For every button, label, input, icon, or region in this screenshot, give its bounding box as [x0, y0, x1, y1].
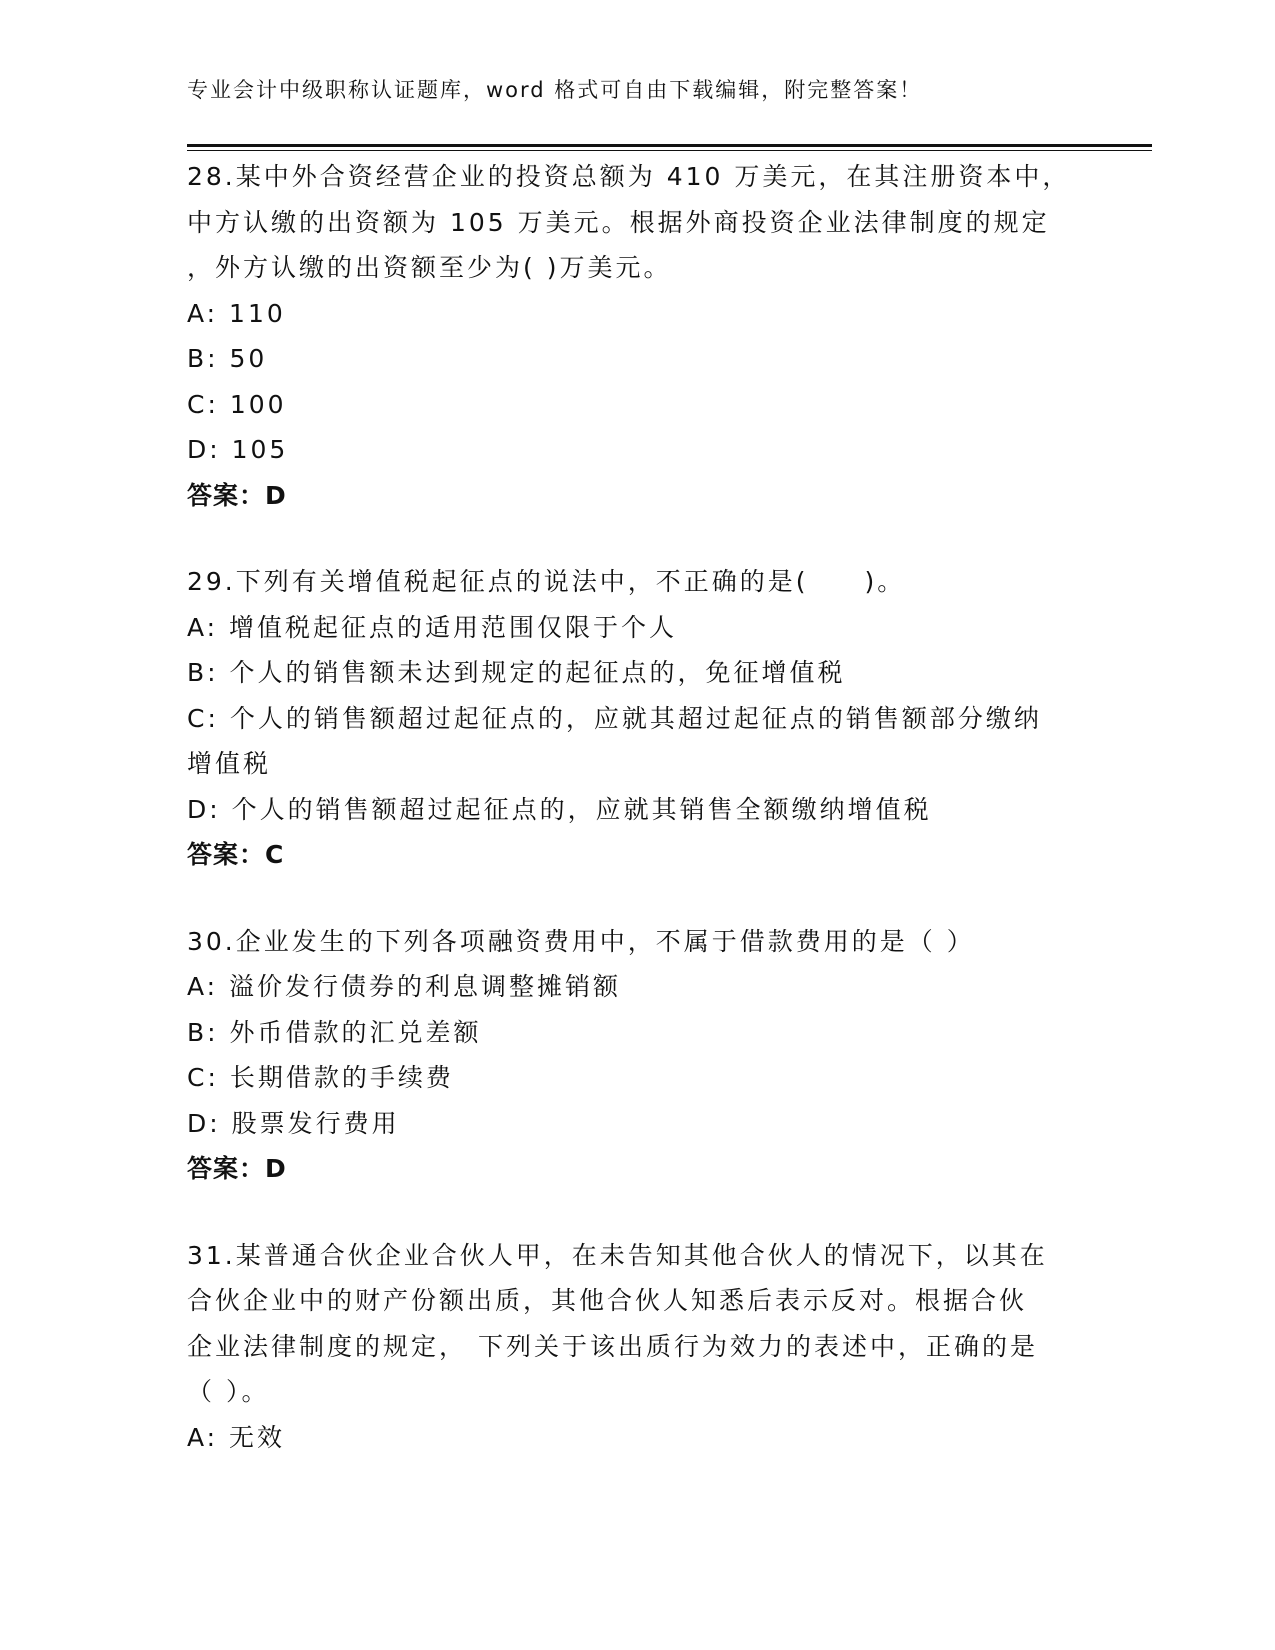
- option-a: A: 溢价发行债券的利息调整摊销额: [187, 972, 622, 1001]
- option-c: C: 个人的销售额超过起征点的，应就其超过起征点的销售额部分缴纳: [187, 703, 1042, 733]
- option-b: B: 个人的销售额未达到规定的起征点的，免征增值税: [187, 658, 846, 687]
- page-header: 专业会计中级职称认证题库，word 格式可自由下载编辑，附完整答案！: [187, 78, 923, 102]
- question-stem-line: ，外方认缴的出资额至少为( )万美元。: [187, 253, 672, 282]
- option-a: A: 增值税起征点的适用范围仅限于个人: [187, 612, 678, 642]
- question-stem-line: 29.下列有关增值税起征点的说法中，不正确的是( )。: [187, 567, 906, 596]
- option-c-continued: 增值税: [187, 749, 272, 778]
- answer-label: 答案：D: [187, 480, 287, 510]
- option-d: D: 105: [187, 435, 289, 464]
- question-31: [187, 1233, 1087, 1461]
- question-stem-line: 28.某中外合资经营企业的投资总额为 410 万美元，在其注册资本中，: [187, 162, 1071, 191]
- option-c: C: 100: [187, 389, 287, 419]
- option-a: A: 无效: [187, 1422, 286, 1452]
- header-rule-thick: [187, 144, 1152, 147]
- question-28: [187, 154, 1087, 518]
- question-stem-line: 31.某普通合伙企业合伙人甲，在未告知其他合伙人的情况下，以其在: [187, 1240, 1048, 1270]
- question-stem-line: 企业法律制度的规定， 下列关于该出质行为效力的表述中，正确的是: [187, 1331, 1038, 1361]
- question-29: [187, 559, 1087, 878]
- option-b: B: 外币借款的汇兑差额: [187, 1017, 482, 1047]
- option-a: A: 110: [187, 298, 286, 328]
- question-list: [187, 154, 1087, 1501]
- option-d: D: 股票发行费用: [187, 1108, 400, 1138]
- option-b: B: 50: [187, 344, 268, 373]
- question-30: [187, 919, 1087, 1192]
- question-stem-line: 合伙企业中的财产份额出质，其他合伙人知悉后表示反对。根据合伙: [187, 1286, 1028, 1315]
- answer-label: 答案：C: [187, 840, 285, 869]
- question-stem-line: （ ）。: [187, 1377, 270, 1406]
- header-rule-thin: [187, 150, 1152, 151]
- question-stem-line: 30.企业发生的下列各项融资费用中，不属于借款费用的是（ ）: [187, 926, 975, 956]
- question-stem-line: 中方认缴的出资额为 105 万美元。根据外商投资企业法律制度的规定: [187, 207, 1050, 237]
- answer-label: 答案：D: [187, 1154, 287, 1183]
- option-d: D: 个人的销售额超过起征点的，应就其销售全额缴纳增值税: [187, 794, 932, 824]
- option-c: C: 长期借款的手续费: [187, 1063, 454, 1092]
